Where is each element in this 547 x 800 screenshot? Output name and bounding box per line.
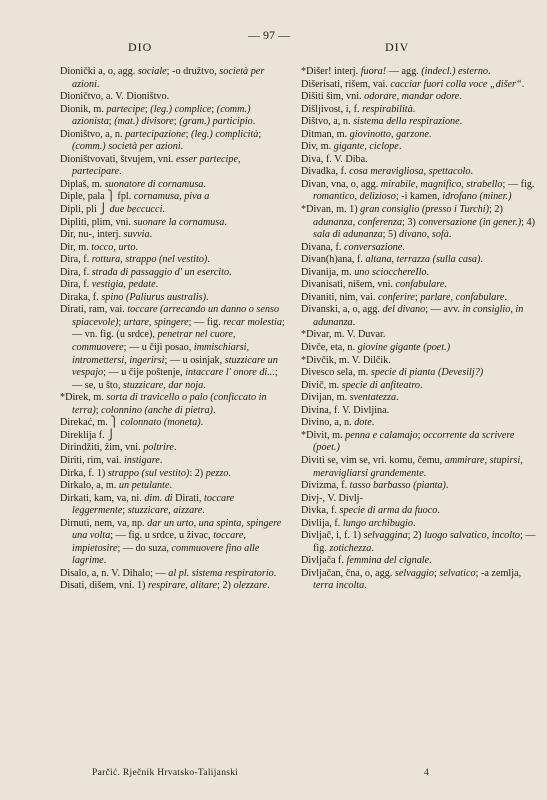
dictionary-entry: Dioničtvo, a. V. Dioništvo. xyxy=(60,91,170,103)
dictionary-entry: Direklija f. ⎭ xyxy=(60,429,115,441)
dictionary-entry: Ditman, m. giovinotto, garzone. xyxy=(301,128,432,140)
dictionary-entry: Divaniti, nim, vai. conferire; parlare, confabulare. xyxy=(301,291,508,303)
dictionary-entry: Divlija, f. lungo archibugio. xyxy=(301,517,416,529)
dictionary-entry: Dišerisati, rišem, vai. cacciar fuori colla voce „dišer“. xyxy=(301,78,525,90)
dictionary-entry: Dišiti šim, vni. odorare, mandar odore. xyxy=(301,91,462,103)
dictionary-entry: Disati, dišem, vni. 1) respirare, alitare; 2) olezzare. xyxy=(60,580,270,592)
dictionary-entry: *Divan, m. 1) gran consiglio (presso i Turchi); 2) adunanza, conferenza; 3) conversazione (in gener.); 4) sala di adunanza; 5) divano, sofà. xyxy=(301,204,536,241)
dictionary-entry: Divče, eta, n. giovine gigante (poet.) xyxy=(301,342,451,354)
header-right-guide-word: DIV xyxy=(385,40,410,54)
dictionary-entry: Dišljivost, i, f. respirabilità. xyxy=(301,103,416,115)
dictionary-entry: Dipli, pli ⎭ due beccucci. xyxy=(60,204,165,216)
dictionary-entry: Dirkalo, a, m. un petulante. xyxy=(60,480,173,492)
dictionary-entry: Diraka, f. spino (Paliurus australis). xyxy=(60,291,209,303)
page-header xyxy=(0,28,547,56)
dictionary-entry: Dirindžiti, žim, vni. poltrire. xyxy=(60,442,177,454)
dictionary-entry: Dirnuti, nem, va, np. dar un urto, una spinta, spingere una volta; — fig. u srdce, u živac, toccare, impietosire; — do suza, commuovere fino alle lagrime. xyxy=(60,517,282,567)
dictionary-entry: Dirka, f. 1) strappo (sul vestito): 2) pezzo. xyxy=(60,467,231,479)
dictionary-entry: Disalo, a, n. V. Dihalo; — al pl. sistema respiratorio. xyxy=(60,567,277,579)
dictionary-entry: Dira, f. strada di passaggio d' un esercito. xyxy=(60,266,232,278)
dictionary-entry: Diviti se, vim se, vri. komu, čemu, ammirare, stupirsi, meravigliarsi grandemente. xyxy=(301,454,523,479)
dictionary-entry: Dioništvovati, štvujem, vni. esser partecipe, partecipare. xyxy=(60,153,241,178)
dictionary-entry: Diriti, rim, vai. instigare. xyxy=(60,454,163,466)
dictionary-entry: *Direk, m. sorta di travicello o palo (conficcato in terra); colonnino (anche di pietra). xyxy=(60,392,267,416)
dictionary-entry: *Divar, m. V. Duvar. xyxy=(301,329,386,341)
dictionary-entry: *Divit, m. penna e calamajo; occorrente da scrivere (poet.) xyxy=(301,429,515,454)
dictionary-entry: Diplaš, m. suonatore di cornamusa. xyxy=(60,178,206,190)
dictionary-entry: Divijan, m. sventatezza. xyxy=(301,392,399,404)
dictionary-entry: Divanski, a, o, agg. del divano; — avv. in consiglio, in adunanza. xyxy=(301,304,524,328)
dictionary-entry: Dir, m. tocco, urto. xyxy=(60,241,138,253)
dictionary-entry: Dira, f. vestigia, pedate. xyxy=(60,279,159,291)
dictionary-entry: Divino, a, n. dote. xyxy=(301,417,375,429)
dictionary-entry: Divič, m. specie di anfiteatro. xyxy=(301,379,423,391)
dictionary-entry: Divana, f. conversazione. xyxy=(301,241,405,253)
dictionary-entry: Divesco sela, m. specie di pianta (Devesilj?) xyxy=(301,367,484,379)
dictionary-entry: Direkać, m. ⎫ colonnato (moneta). xyxy=(60,417,204,429)
dictionary-entry: *Divčik, m. V. Dilčik. xyxy=(301,354,391,366)
footer-signature: Parčić. Rječnik Hrvatsko-Talijanski xyxy=(92,768,239,778)
footer-sheet-number: 4 xyxy=(424,768,429,778)
dictionary-entry: Div, m. gigante, ciclope. xyxy=(301,141,402,153)
dictionary-entry: Divan(h)ana, f. altana, terrazza (sulla casa). xyxy=(301,254,483,266)
dictionary-entry: Dipliti, plim, vni. suonare la cornamusa. xyxy=(60,216,227,228)
header-left-guide-word: DIO xyxy=(128,40,153,54)
dictionary-entry: Divan, vna, o, agg. mirabile, magnifico, strabello; — fig. romantico, delizioso; -i kamen, idrofano (miner.) xyxy=(301,178,535,203)
dictionary-entry: Dirati, ram, vai. toccare (arrecando un danno o senso spiacevole); urtare, spingere; — fig. recar molestia; — vn. fig. (u srdce), penetrar nel cuore, commuovere; — u čiji posao, immischiarsi, intromettersi, ingerirsi; — u osinjak, stuzzicare un vespajo; — u čije poštenje, intaccare l' onore di...; — se, u što, stuzzicare, dar noja. xyxy=(60,304,285,391)
dictionary-entry: Dioništvo, a, n. partecipazione; (leg.) complicità; (comm.) società per azioni. xyxy=(60,128,262,153)
left-column xyxy=(60,66,288,593)
dictionary-entry: Divljač, i, f. 1) selvaggina; 2) luogo salvatico, incolto; — fig. zotichezza. xyxy=(301,530,536,554)
dictionary-entry: Dir, nu-, interj. suvvia. xyxy=(60,229,153,241)
dictionary-entry: Divljača f. femmina del cignale. xyxy=(301,555,432,567)
dictionary-entry: Diple, pala ⎫ fpl. cornamusa, piva a xyxy=(60,191,210,203)
dictionary-entry: Divina, f. V. Divljina. xyxy=(301,404,390,416)
dictionary-entry: Divanija, m. uno sciocchereIlo. xyxy=(301,266,430,278)
dictionary-entry: Divljačan, čna, o, agg. selvaggio; selvatico; -a zemlja, terra incolta. xyxy=(301,567,522,592)
page-number: — 97 — xyxy=(248,28,290,42)
dictionary-entry: Divizma, f. tasso barbasso (pianta). xyxy=(301,480,449,492)
dictionary-entry: Dionik, m. partecipe; (leg.) complice; (comm.) azionista; (mat.) divisore; (gram.) participio. xyxy=(60,103,256,128)
dictionary-entry: Dištvo, a, n. sistema della respirazione. xyxy=(301,116,463,128)
dictionary-entry: Divanisati, nišem, vni. confabulare. xyxy=(301,279,447,291)
dictionary-entry: *Dišer! interj. fuora! — agg. (indecl.) esterno. xyxy=(301,66,491,77)
dictionary-entry: Dirkati, kam, va, ni. dim. di Dirati, toccare leggermente; stuzzicare, aizzare. xyxy=(60,492,235,517)
dictionary-entry: Dira, f. rottura, strappo (nel vestito). xyxy=(60,254,210,266)
dictionary-entry: Divadka, f. cosa meravigliosa, spettacolo. xyxy=(301,166,474,178)
dictionary-entry: Diva, f. V. Diba. xyxy=(301,153,368,165)
dictionary-entry: Divj-, V. Divlj- xyxy=(301,492,363,504)
dictionary-entry: Dionički a, o, agg. sociale; -o družtvo, società per azioni. xyxy=(60,66,265,90)
right-column xyxy=(301,66,539,593)
dictionary-entry: Divka, f. specie di arma da fuoco. xyxy=(301,505,440,517)
